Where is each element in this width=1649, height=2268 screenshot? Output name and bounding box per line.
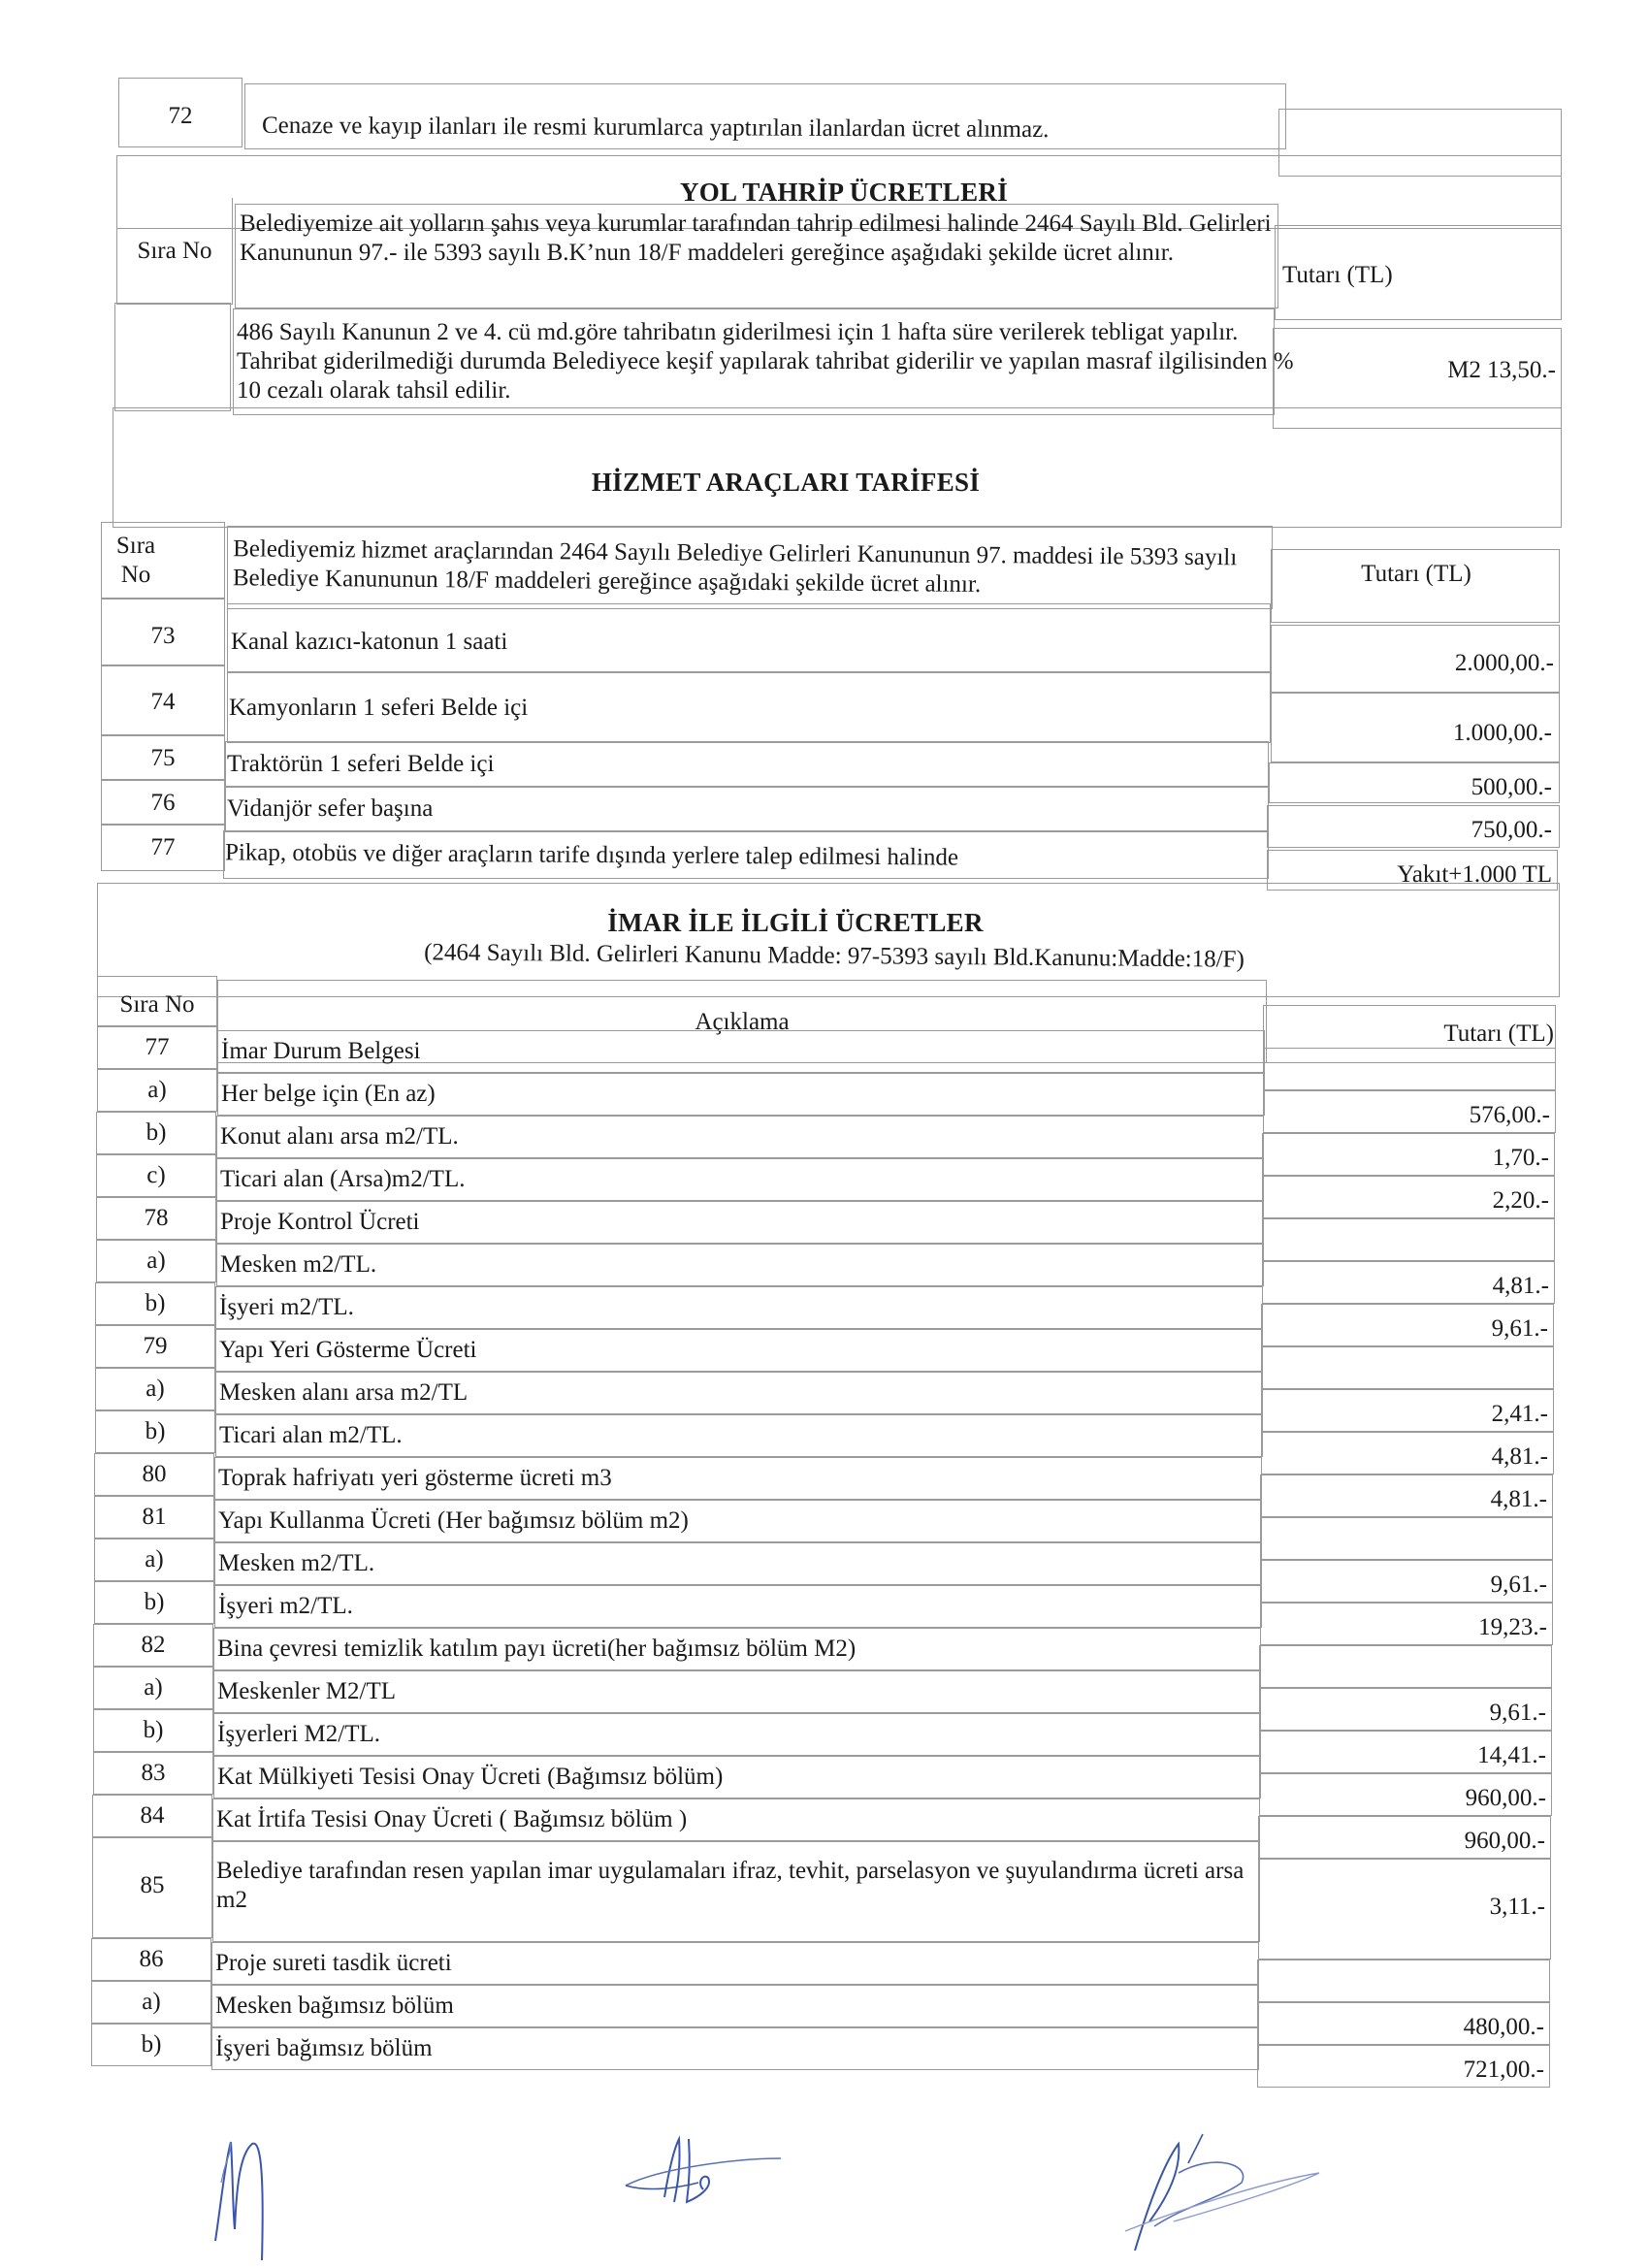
imar-row-amount-cell	[1261, 1346, 1554, 1389]
hizmet-row-73-amount: 2.000,00.-	[1454, 650, 1554, 676]
imar-header-desc: Açıklama	[695, 1009, 790, 1035]
imar-row-no: b)	[141, 2031, 162, 2057]
imar-row-amount: 480,00.-	[1463, 2014, 1544, 2040]
imar-header-no: Sıra No	[119, 991, 195, 1018]
hizmet-row-74-desc: Kamyonların 1 seferi Belde içi	[229, 695, 529, 721]
hizmet-row-76-amount: 750,00.-	[1471, 817, 1552, 843]
hizmet-row-77-no: 77	[150, 834, 176, 860]
imar-row-no: b)	[146, 1119, 167, 1146]
imar-row-no: a)	[145, 1546, 164, 1572]
yol-tahrip-title: YOL TAHRİP ÜCRETLERİ	[679, 178, 1009, 207]
imar-row-desc: Kat İrtifa Tesisi Onay Ücreti ( Bağımsız bölüm )	[216, 1806, 688, 1832]
hizmet-header-desc: Belediyemiz hizmet araçlarından 2464 Sayılı Belediye Gelirleri Kanununun 97. maddesi ile 5393 sayılı Belediye Kanununun 18/F maddeleri gereğince aşağıdaki şekilde ücret alınır.	[232, 535, 1238, 599]
hizmet-row-75-amount: 500,00.-	[1471, 774, 1552, 800]
imar-row-no: a)	[146, 1376, 165, 1402]
imar-row-desc: Belediye tarafından resen yapılan imar uygulamaları ifraz, tevhit, parselasyon ve şuyulandırma ücreti arsa m2	[216, 1858, 1245, 1913]
hizmet-row-76-no: 76	[150, 790, 176, 816]
row-72-desc: Cenaze ve kayıp ilanları ile resmi kurumlarca yaptırılan ilanlardan ücret alınmaz.	[261, 112, 1050, 144]
imar-title: İMAR İLE İLGİLİ ÜCRETLER	[607, 908, 984, 937]
imar-row-amount: 960,00.-	[1464, 1828, 1545, 1854]
hizmet-row-74-no: 74	[150, 689, 176, 715]
imar-row-desc: Yapı Kullanma Ücreti (Her bağımsız bölüm m2)	[218, 1507, 689, 1534]
imar-row-no: 78	[144, 1205, 169, 1231]
imar-row-desc-cell	[215, 1286, 1263, 1329]
imar-row-amount-cell	[1257, 1960, 1550, 2002]
imar-row-amount: 2,20.-	[1492, 1187, 1549, 1214]
hizmet-row-73-desc: Kanal kazıcı-katonun 1 saati	[231, 629, 508, 655]
imar-row-no: 79	[143, 1333, 168, 1359]
imar-row-amount: 1,70.-	[1492, 1145, 1549, 1171]
imar-row-amount-cell	[1262, 1218, 1555, 1261]
imar-row-no: a)	[147, 1077, 167, 1103]
yol-tahrip-row-desc: 486 Sayılı Kanunun 2 ve 4. cü md.göre tahribatın giderilmesi için 1 hafta süre verilerek tebligat yapılır. Tahribat giderilmediği durumda Belediyece keşif yapılarak tahribat giderilir ve yapılan masraf ilgilisinden % 10 cezalı olarak tahsil edilir.	[237, 319, 1294, 404]
imar-row-desc: İşyeri bağımsız bölüm	[215, 2035, 433, 2061]
imar-row-desc: Mesken bağımsız bölüm	[215, 1993, 454, 2019]
hizmet-title: HİZMET ARAÇLARI TARİFESİ	[591, 468, 981, 497]
imar-row-desc: İmar Durum Belgesi	[221, 1038, 421, 1064]
imar-row-no: b)	[145, 1290, 166, 1316]
yol-tahrip-header-amount: Tutarı (TL)	[1282, 262, 1393, 288]
imar-row-desc: Yapı Yeri Gösterme Ücreti	[219, 1337, 477, 1363]
imar-row-no: b)	[143, 1717, 164, 1743]
imar-row-amount: 960,00.-	[1465, 1785, 1546, 1811]
hizmet-row-76-desc: Vidanjör sefer başına	[227, 795, 434, 822]
hizmet-header-no: Sıra No	[115, 533, 156, 588]
imar-row-amount: 2,41.-	[1491, 1401, 1548, 1427]
hizmet-header-amount: Tutarı (TL)	[1361, 561, 1471, 587]
imar-row-amount: 4,81.-	[1490, 1486, 1547, 1512]
imar-row-no: 81	[142, 1504, 167, 1530]
imar-row-no: 80	[142, 1461, 167, 1487]
imar-row-no: 83	[141, 1760, 166, 1786]
imar-row-desc: Konut alanı arsa m2/TL.	[220, 1123, 459, 1150]
imar-row-amount: 721,00.-	[1463, 2057, 1544, 2083]
imar-row-desc: Kat Mülkiyeti Tesisi Onay Ücreti (Bağımsız bölüm)	[217, 1764, 724, 1790]
imar-row-desc: Proje sureti tasdik ücreti	[215, 1950, 452, 1976]
imar-subtitle: (2464 Sayılı Bld. Gelirleri Kanunu Madde: 97-5393 sayılı Bld.Kanunu:Madde:18/F)	[424, 939, 1245, 973]
imar-row-no: 82	[141, 1632, 166, 1658]
imar-row-desc: İşyeri m2/TL.	[218, 1593, 353, 1619]
hizmet-row-75-desc: Traktörün 1 seferi Belde içi	[227, 751, 495, 777]
imar-row-no: 77	[145, 1034, 170, 1060]
hizmet-row-77-desc: Pikap, otobüs ve diğer araçların tarife dışında yerlere talep edilmesi halinde	[224, 839, 959, 871]
imar-row-amount: 9,61.-	[1491, 1315, 1548, 1342]
imar-row-no: 84	[140, 1802, 165, 1829]
imar-row-no: a)	[144, 1674, 163, 1701]
yol-tahrip-header-no: Sıra No	[137, 238, 212, 264]
imar-row-desc: İşyeri m2/TL.	[219, 1294, 354, 1320]
imar-row-desc: Proje Kontrol Ücreti	[220, 1209, 420, 1235]
hizmet-row-74-amount: 1.000,00.-	[1452, 720, 1552, 746]
imar-row-no: c)	[146, 1162, 166, 1188]
imar-row-desc: Ticari alan (Arsa)m2/TL.	[220, 1166, 466, 1192]
imar-row-desc: Mesken alanı arsa m2/TL	[219, 1379, 469, 1406]
imar-row-amount: 576,00.-	[1469, 1102, 1550, 1128]
imar-row-desc: Meskenler M2/TL	[217, 1678, 396, 1704]
hizmet-row-73-no: 73	[150, 623, 176, 649]
imar-row-amount: 4,81.-	[1492, 1273, 1549, 1299]
yol-tahrip-header-desc: Belediyemize ait yolların şahıs veya kurumlar tarafından tahrip edilmesi halinde 2464 Sayılı Bld. Gelirleri Kanununun 97.- ile 5393 sayılı B.K’nun 18/F maddeleri gereğince aşağıdaki şekilde ücret alınır.	[240, 211, 1272, 266]
imar-row-no: 85	[140, 1872, 165, 1898]
imar-row-no: a)	[146, 1247, 166, 1274]
imar-row-desc: Her belge için (En az)	[221, 1081, 436, 1107]
imar-row-amount-cell	[1259, 1645, 1552, 1688]
imar-row-desc: Toprak hafriyatı yeri gösterme ücreti m3	[218, 1465, 612, 1491]
imar-row-no: b)	[145, 1418, 166, 1444]
imar-row-desc: Mesken m2/TL.	[218, 1550, 375, 1576]
imar-row-amount-cell	[1260, 1517, 1553, 1560]
imar-row-desc: Ticari alan m2/TL.	[219, 1422, 403, 1448]
imar-row-desc-cell	[214, 1585, 1262, 1628]
imar-row-amount: 3,11.-	[1489, 1894, 1545, 1920]
imar-header-amount: Tutarı (TL)	[1443, 1021, 1554, 1047]
imar-row-amount: 4,81.-	[1491, 1443, 1548, 1470]
imar-row-desc: Mesken m2/TL.	[220, 1251, 377, 1278]
yol-tahrip-row-amount: M2 13,50.-	[1447, 357, 1556, 383]
imar-row-amount: 14,41.-	[1477, 1742, 1546, 1768]
hizmet-row-77-amount: Yakıt+1.000 TL	[1397, 861, 1552, 888]
imar-row-no: 86	[139, 1946, 164, 1972]
imar-row-no: b)	[144, 1589, 165, 1615]
imar-row-desc: İşyerleri M2/TL.	[217, 1721, 381, 1747]
signature-2-icon	[621, 2129, 795, 2217]
imar-row-desc: Bina çevresi temizlik katılım payı ücreti(her bağımsız bölüm M2)	[217, 1636, 857, 1662]
imar-row-amount: 9,61.-	[1489, 1700, 1546, 1726]
imar-row-amount: 9,61.-	[1490, 1571, 1547, 1598]
imar-row-amount: 19,23.-	[1478, 1614, 1547, 1640]
imar-row-no: a)	[142, 1989, 161, 2015]
signature-1-icon	[194, 2124, 281, 2260]
row-72-no: 72	[168, 103, 193, 129]
hizmet-row-75-no: 75	[150, 745, 176, 771]
yol-tahrip-row-no-cell	[114, 303, 231, 411]
signature-3-icon	[1096, 2124, 1329, 2251]
imar-row-amount-cell	[1263, 1048, 1556, 1090]
